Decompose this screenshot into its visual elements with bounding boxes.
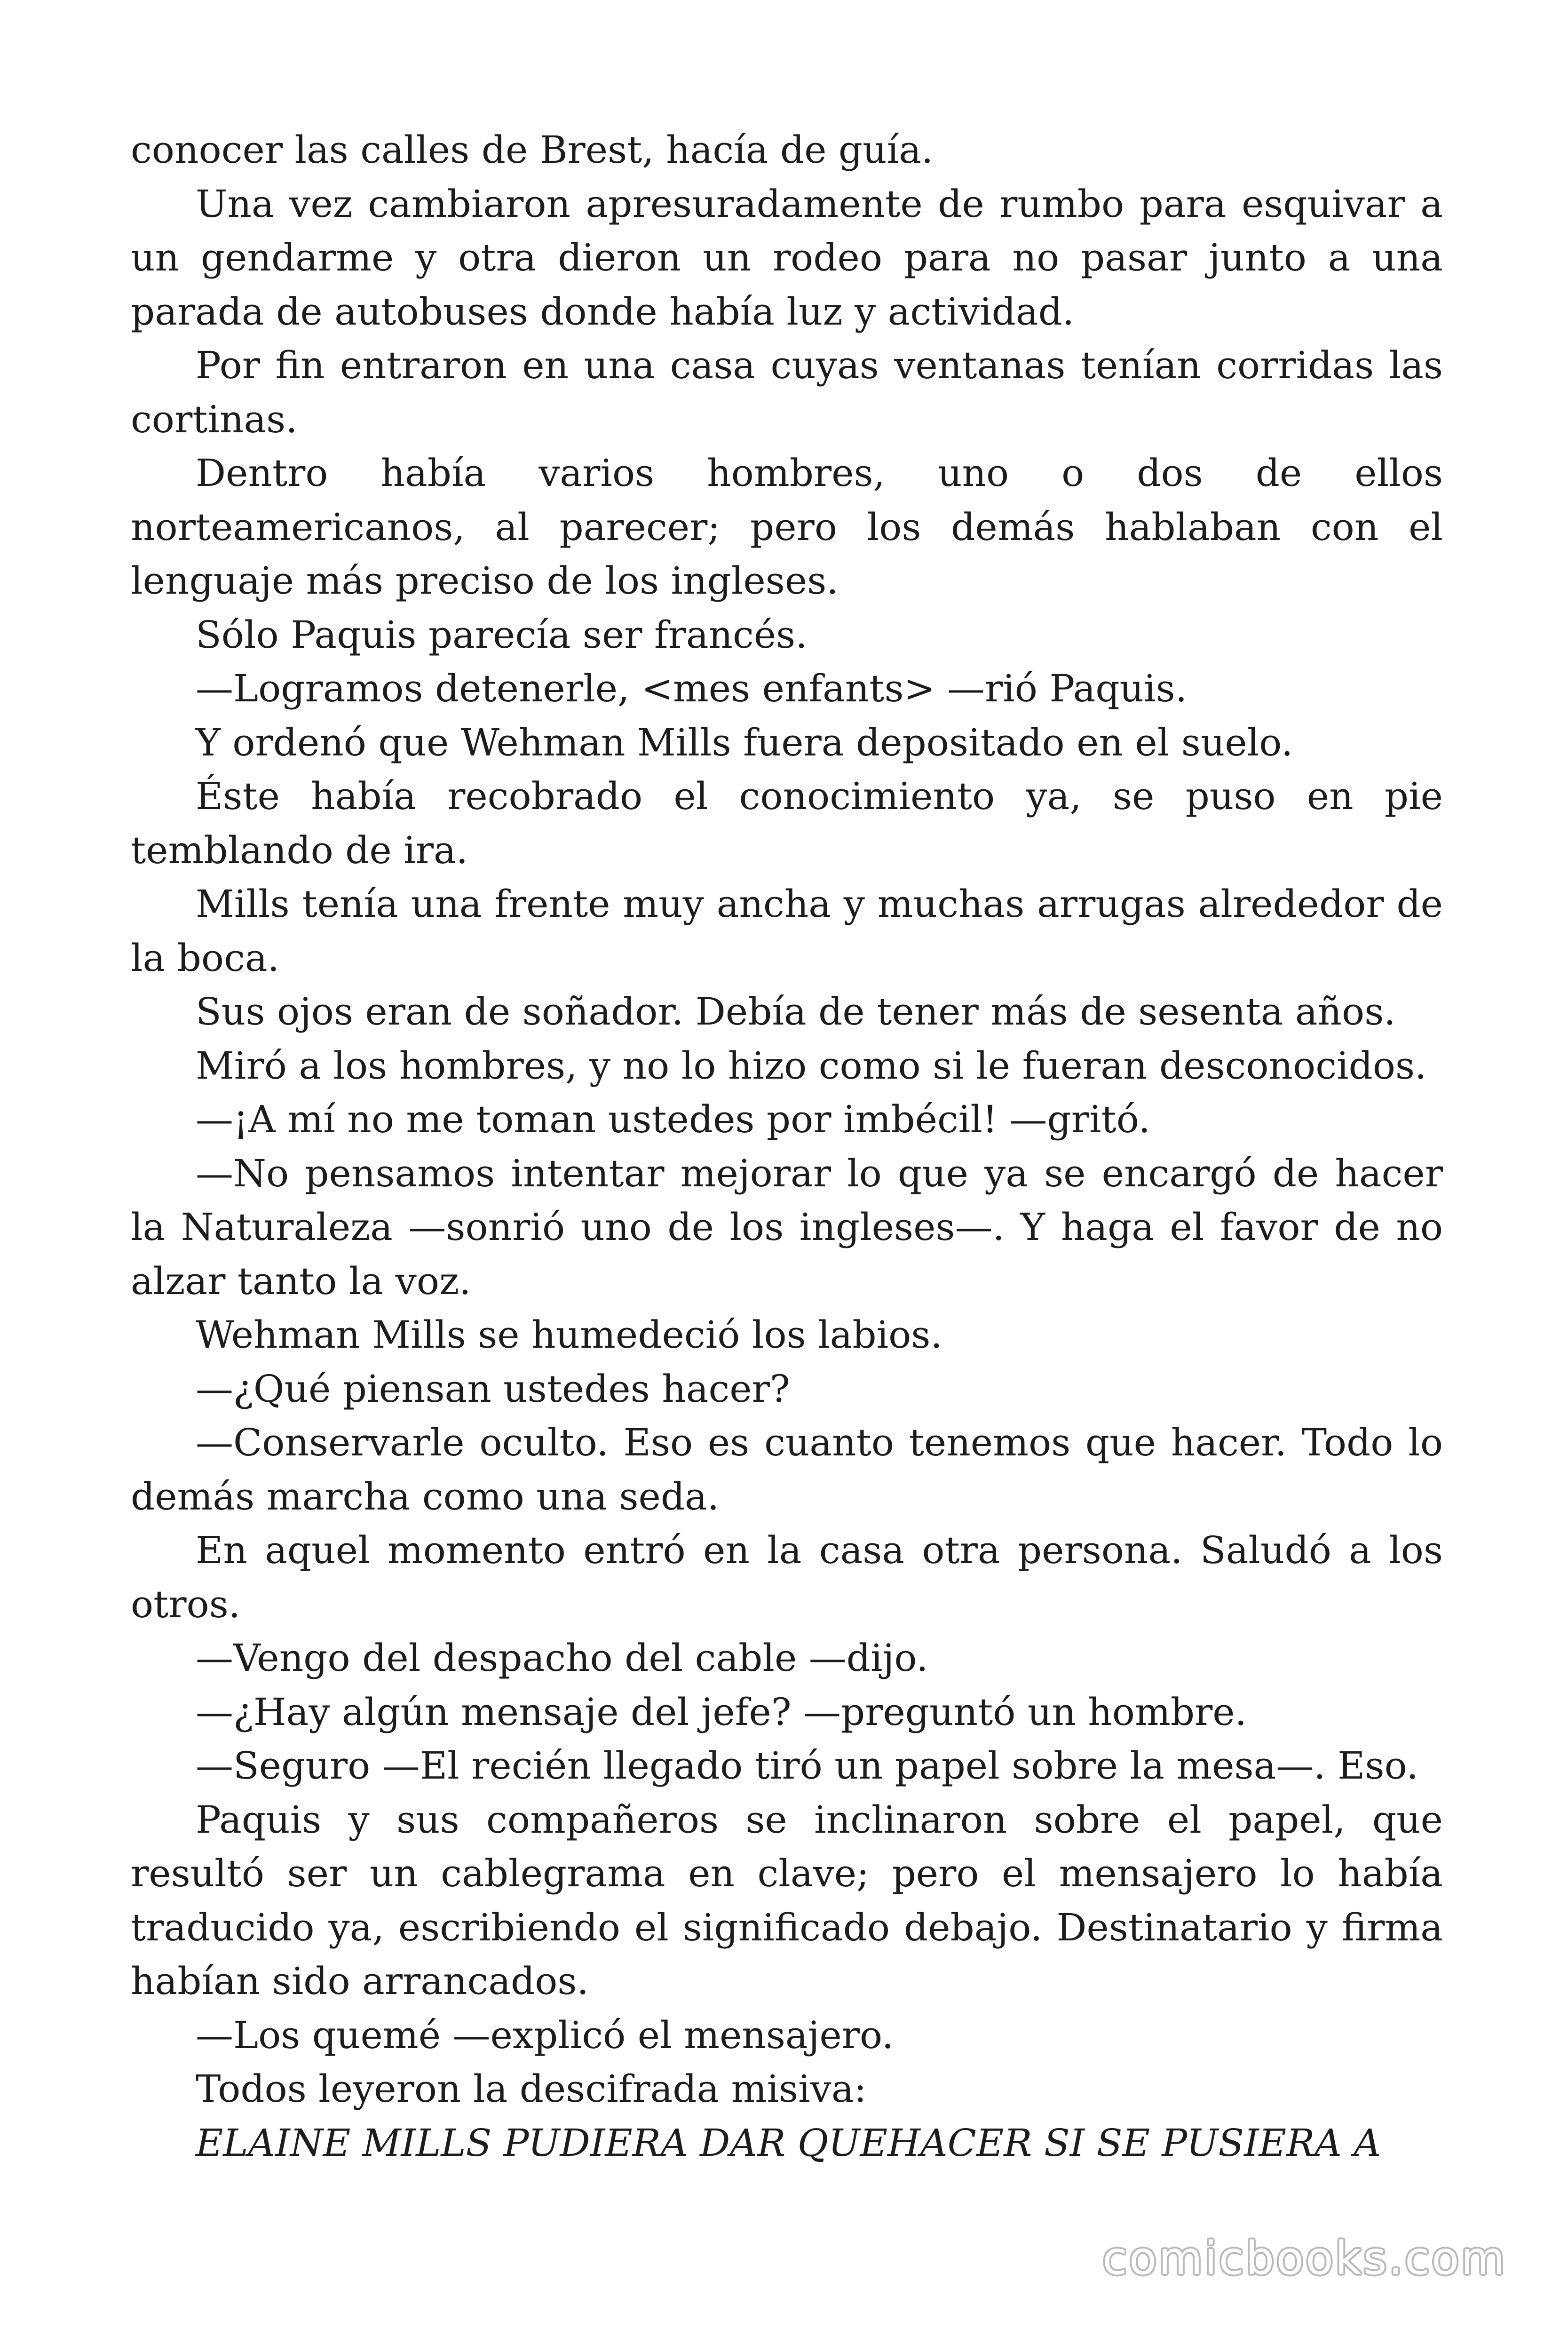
- body-text: [131, 123, 1443, 2170]
- paragraph: Todos leyeron la descifrada misiva:: [196, 2067, 867, 2111]
- paragraph: —¿Qué piensan ustedes hacer?: [196, 1367, 790, 1411]
- paragraph: —Conservarle oculto. Eso es cuanto tenemos que hacer. Todo lo demás marcha como una seda.: [131, 1421, 1443, 1518]
- paragraph: Dentro había varios hombres, uno o dos de ellos norteamericanos, al parecer; pero los demás hablaban con el lenguaje más preciso de los ingleses.: [131, 451, 1443, 603]
- paragraph: —Los quemé —explicó el mensajero.: [196, 2013, 894, 2057]
- paragraph: Y ordenó que Wehman Mills fuera depositado en el suelo.: [196, 720, 1293, 764]
- paragraph: —Logramos detenerle, <mes enfants> —rió Paquis.: [196, 667, 1188, 710]
- paragraph: conocer las calles de Brest, hacía de guía.: [131, 128, 934, 172]
- paragraph: Miró a los hombres, y no lo hizo como si le fueran desconocidos.: [196, 1043, 1427, 1088]
- paragraph: En aquel momento entró en la casa otra persona. Saludó a los otros.: [131, 1528, 1443, 1626]
- paragraph: —No pensamos intentar mejorar lo que ya se encargó de hacer la Naturaleza —sonrió uno de los ingleses—. Y haga el favor de no alzar tanto la voz.: [131, 1151, 1443, 1303]
- paragraph: Paquis y sus compañeros se inclinaron sobre el papel, que resultó ser un cablegrama en clave; pero el mensajero lo había traducido ya, escribiendo el significado debajo. Destinatario y firma habían sido arrancados.: [131, 1797, 1443, 2003]
- paragraph: —Vengo del despacho del cable —dijo.: [196, 1636, 928, 1680]
- cablegram-text: ELAINE MILLS PUDIERA DAR QUEHACER SI SE PUSIERA A: [196, 2121, 1381, 2165]
- paragraph: Mills tenía una frente muy ancha y muchas arrugas alrededor de la boca.: [131, 882, 1443, 980]
- paragraph: —¡A mí no me toman ustedes por imbécil! —gritó.: [196, 1097, 1150, 1141]
- paragraph: Éste había recobrado el conocimiento ya, se puso en pie temblando de ira.: [131, 774, 1443, 872]
- watermark: comicbooks.com: [1102, 2232, 1507, 2285]
- paragraph: —Seguro —El recién llegado tiró un papel sobre la mesa—. Eso.: [196, 1744, 1418, 1788]
- paragraph: Wehman Mills se humedeció los labios.: [196, 1313, 942, 1357]
- paragraph: Una vez cambiaron apresuradamente de rumbo para esquivar a un gendarme y otra dieron un rodeo para no pasar junto a una parada de autobuses donde había luz y actividad.: [131, 182, 1443, 334]
- paragraph: Sólo Paquis parecía ser francés.: [196, 612, 808, 657]
- paragraph: Sus ojos eran de soñador. Debía de tener más de sesenta años.: [196, 990, 1396, 1033]
- paragraph: —¿Hay algún mensaje del jefe? —preguntó un hombre.: [196, 1690, 1247, 1734]
- paragraph: Por fin entraron en una casa cuyas ventanas tenían corridas las cortinas.: [131, 343, 1443, 441]
